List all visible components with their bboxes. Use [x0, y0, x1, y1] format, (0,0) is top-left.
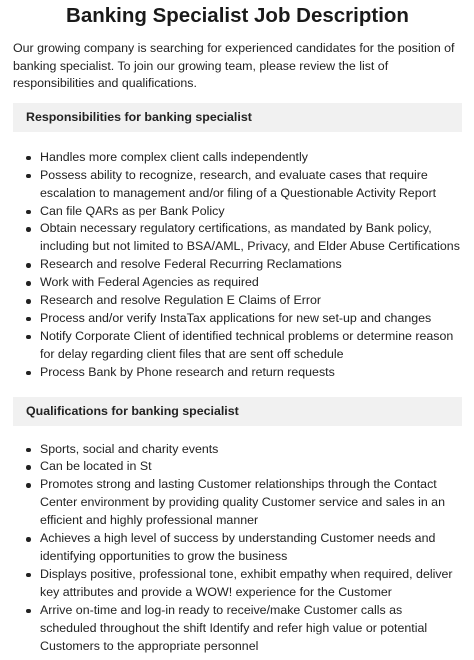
list-item-text: Achieves a high level of success by understanding Customer needs and identifying opportunities to grow the business [40, 531, 436, 563]
list-item [13, 328, 462, 364]
list-item-text: Process and/or verify InstaTax applications for new set-up and changes [40, 310, 432, 325]
bullet-icon [26, 371, 31, 376]
bullet-icon [26, 448, 31, 453]
list-item-text: Research and resolve Regulation E Claims of Error [40, 293, 321, 308]
intro-paragraph: Our growing company is searching for experienced candidates for the position of banking specialist. To join our growing team, please review the list of responsibilities and qualifications. [13, 41, 455, 91]
bullet-icon [26, 483, 31, 488]
qualifications-header: Qualifications for banking specialist [13, 397, 462, 426]
list-item-text: Promotes strong and lasting Customer relationships through the Contact Center environment by providing quality Customer service and sales in an efficient and highly professional manner [40, 477, 445, 528]
list-item [13, 167, 462, 203]
list-item-text: Possess ability to recognize, research, and evaluate cases that require escalation to management and/or filing of a Questionable Activity Report [40, 167, 437, 200]
list-item [13, 149, 462, 167]
list-item [13, 310, 462, 328]
list-item-text: Displays positive, professional tone, exhibit empathy when required, deliver key attributes and provide a WOW! experience for the Customer [40, 566, 453, 599]
bullet-icon [26, 465, 31, 470]
bullet-icon [26, 263, 31, 268]
bullet-icon [26, 174, 31, 179]
list-item-text: Handles more complex client calls independently [40, 149, 308, 164]
bullet-icon [26, 210, 31, 215]
bullet-icon [26, 317, 31, 322]
qualifications-list [13, 441, 462, 656]
bullet-icon [26, 537, 31, 542]
bullet-icon [26, 156, 31, 161]
bullet-icon [26, 335, 31, 340]
list-item-text: Work with Federal Agencies as required [40, 275, 259, 290]
list-item [13, 220, 462, 256]
list-item-text: Arrive on-time and log-in ready to receive/make Customer calls as scheduled throughout the shift Identify and refer high value or potential Customers to the appropriate personnel [40, 602, 428, 653]
bullet-icon [26, 299, 31, 304]
list-item [13, 476, 462, 530]
list-item-text: Sports, social and charity events [40, 441, 219, 456]
list-item [13, 274, 462, 292]
list-item [13, 364, 462, 382]
bullet-icon [26, 573, 31, 578]
list-item [13, 602, 462, 656]
bullet-icon [26, 281, 31, 286]
page-title: Banking Specialist Job Description [66, 4, 409, 27]
list-item [13, 566, 462, 602]
list-item [13, 256, 462, 274]
list-item-text: Research and resolve Federal Recurring Reclamations [40, 257, 342, 272]
list-item-text: Can file QARs as per Bank Policy [40, 203, 225, 218]
list-item [13, 292, 462, 310]
list-item [13, 530, 462, 566]
list-item [13, 441, 462, 459]
list-item-text: Obtain necessary regulatory certifications, as mandated by Bank policy, including but not limited to BSA/AML, Privacy, and Elder Abuse Certifications [40, 221, 460, 254]
list-item [13, 203, 462, 221]
list-item-text: Process Bank by Phone research and return requests [40, 364, 335, 379]
list-item-text: Can be located in St [40, 459, 152, 474]
responsibilities-header: Responsibilities for banking specialist [13, 103, 462, 132]
list-item-text: Notify Corporate Client of identified technical problems or determine reason for delay regarding client files that are sent off schedule [40, 328, 454, 361]
list-item [13, 458, 462, 476]
bullet-icon [26, 227, 31, 232]
bullet-icon [26, 609, 31, 614]
responsibilities-list [13, 149, 462, 382]
